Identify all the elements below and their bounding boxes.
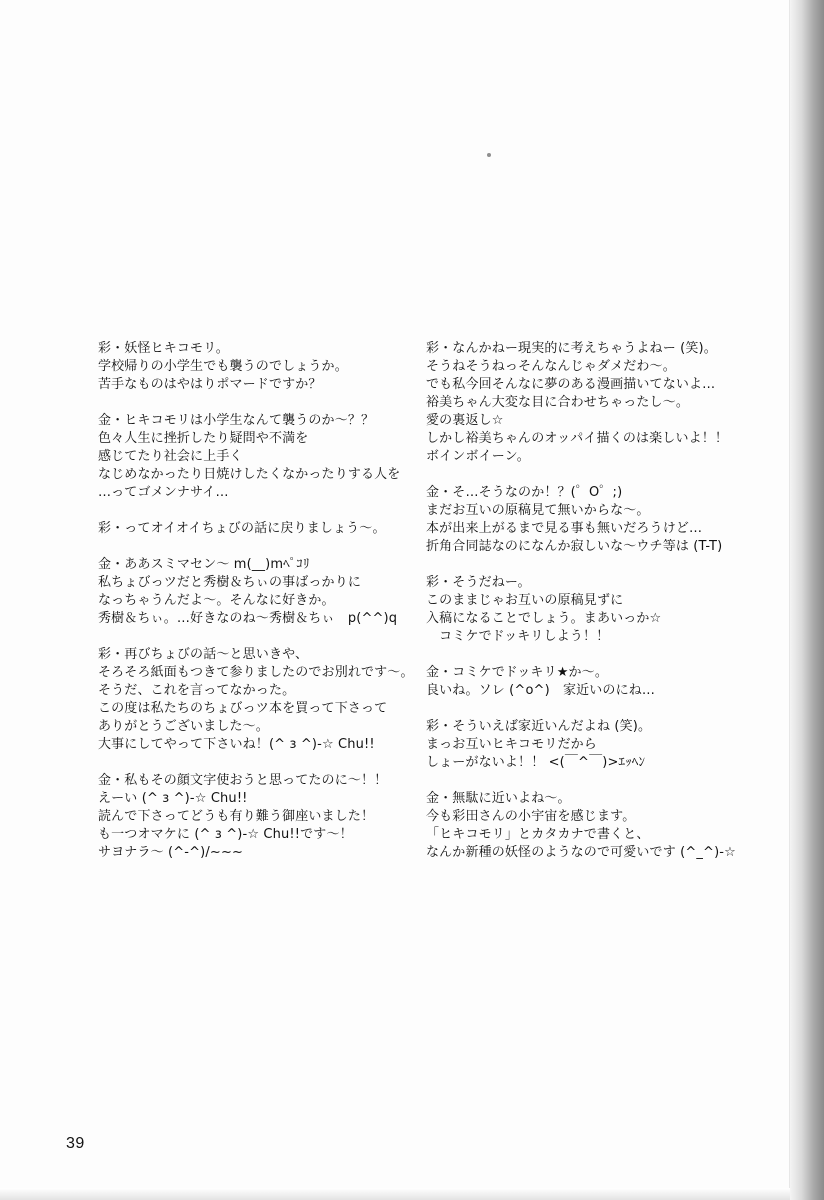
dialogue-paragraph	[98, 520, 413, 538]
dialogue-line: このままじゃお互いの原稿見ずに	[426, 593, 624, 608]
dialogue-paragraph	[98, 412, 413, 502]
dialogue-paragraph	[426, 484, 776, 556]
dialogue-line: 苦手なものはやはりポマードですか？	[98, 377, 322, 392]
dialogue-line: ありがとうございました～。	[98, 719, 269, 734]
dialogue-line: 読んで下さってどうも有り難う御座いました！	[98, 809, 375, 824]
dialogue-line: まっお互いヒキコモリだから	[426, 737, 597, 752]
dialogue-line: 彩・なんかねー現実的に考えちゃうよねー (笑)。	[426, 341, 717, 356]
dialogue-line: 彩・ってオイオイちょびの話に戻りましょう～。	[98, 521, 386, 536]
dialogue-paragraph	[426, 664, 776, 700]
dialogue-line: 折角合同誌なのになんか寂しいな～ウチ等は (T-T)	[426, 539, 723, 554]
dialogue-line: ボインボイーン。	[426, 449, 530, 464]
dialogue-line: 彩・そうだねー。	[426, 575, 531, 590]
dialogue-paragraph	[426, 718, 776, 772]
dialogue-line: この度は私たちのちょびっツ本を買って下さって	[98, 701, 388, 716]
dialogue-line: 金・そ…そうなのか！？(゜O゜;)	[426, 485, 623, 500]
dialogue-line: 本が出来上がるまで見る事も無いだろうけど…	[426, 521, 703, 536]
dialogue-line: でも私今回そんなに夢のある漫画描いてないよ…	[426, 377, 716, 392]
dialogue-line: も一つオマケに (^ з ^)-☆ Chu!!です～！	[98, 827, 353, 842]
dialogue-line: 愛の裏返し☆	[426, 413, 504, 428]
dialogue-line: 「ヒキコモリ」とカタカナで書くと、	[426, 827, 650, 842]
dialogue-line: 金・ああスミマセン～ m(__)mﾍﾟｺﾘ	[98, 557, 310, 572]
dialogue-line: 金・無駄に近いよね～。	[426, 791, 571, 806]
dialogue-line: えーい (^ з ^)-☆ Chu!!	[98, 791, 248, 806]
dialogue-line: なっちゃうんだよ～。そんなに好きか。	[98, 593, 335, 608]
dialogue-line: そろそろ紙面もつきて参りましたのでお別れです～。	[98, 665, 414, 680]
dialogue-line: 色々人生に挫折したり疑問や不満を	[98, 431, 309, 446]
dialogue-paragraph	[426, 574, 776, 646]
right-text-column	[426, 340, 776, 880]
dialogue-line: 金・ヒキコモリは小学生なんて襲うのか～？？	[98, 413, 375, 428]
dialogue-line: 感じてたり社会に上手く	[98, 449, 243, 464]
left-text-column	[98, 340, 413, 880]
dialogue-line: 大事にしてやって下さいね！(^ з ^)-☆ Chu!!	[98, 737, 375, 752]
dialogue-line: サヨナラ～ (^-^)/~~~	[98, 845, 244, 860]
binding-shadow	[790, 0, 824, 1200]
dialogue-line: 良いね。ソレ (^o^) 家近いのにね…	[426, 683, 656, 698]
bottom-scan-strip	[0, 1188, 790, 1200]
dialogue-paragraph	[98, 772, 413, 862]
dialogue-line: 金・私もその顔文字使おうと思ってたのに～！！	[98, 773, 388, 788]
dialogue-line: 入稿になることでしょう。まあいっか☆	[426, 611, 662, 626]
dialogue-line: コミケでドッキリしよう！！	[426, 629, 610, 644]
dialogue-line: 私ちょびっツだと秀樹＆ちぃの事ばっかりに	[98, 575, 362, 590]
dialogue-line: 彩・そういえば家近いんだよね (笑)。	[426, 719, 652, 734]
dialogue-paragraph	[98, 646, 413, 754]
dialogue-paragraph	[426, 790, 776, 862]
dialogue-paragraph	[426, 340, 776, 466]
dialogue-line: なんか新種の妖怪のようなので可愛いです (^_^)-☆	[426, 845, 736, 860]
dialogue-line: なじめなかったり日焼けしたくなかったりする人を	[98, 467, 401, 482]
dialogue-line: 学校帰りの小学生でも襲うのでしょうか。	[98, 359, 348, 374]
dialogue-line: しかし裕美ちゃんのオッパイ描くのは楽しいよ！！	[426, 431, 729, 446]
dialogue-line: そうねそうねっそんなんじゃダメだわ～。	[426, 359, 676, 374]
dialogue-paragraph	[98, 556, 413, 628]
dialogue-line: しょーがないよ！！ <(￣^￣)>ｴｯﾍﾝ	[426, 755, 646, 770]
dialogue-line: 秀樹＆ちぃ。…好きなのね～秀樹＆ちぃ p(^^)q	[98, 611, 398, 626]
dialogue-line: 彩・再びちょびの話～と思いきや、	[98, 647, 309, 662]
dialogue-line: 金・コミケでドッキリ★か～。	[426, 665, 608, 680]
dialogue-line: まだお互いの原稿見て無いからな～。	[426, 503, 650, 518]
dialogue-line: そうだ、これを言ってなかった。	[98, 683, 296, 698]
dialogue-line: 彩・妖怪ヒキコモリ。	[98, 341, 229, 356]
dialogue-paragraph	[98, 340, 413, 394]
paper-speck	[487, 153, 491, 157]
dialogue-line: …ってゴメンナサイ…	[98, 485, 229, 500]
page-number: 39	[66, 1135, 85, 1152]
dialogue-line: 裕美ちゃん大変な目に合わせちゃったし～。	[426, 395, 690, 410]
dialogue-line: 今も彩田さんの小宇宙を感じます。	[426, 809, 636, 824]
